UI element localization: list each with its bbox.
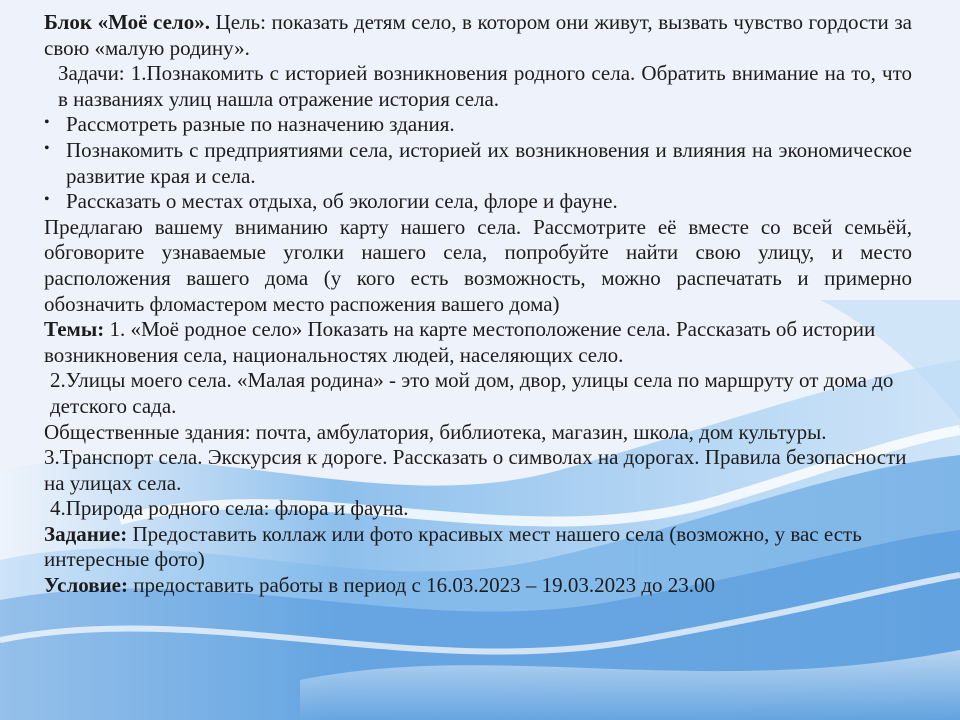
block-paragraph [44,10,912,61]
condition-text: предоставить работы в период с 16.03.2023 – 19.03.2023 до 23.00 [127,573,716,598]
theme-item-2: 2.Улицы моего села. «Малая родина» - это мой дом, двор, улицы села по маршруту от дома до детского сада. [50,368,894,418]
bullet-icon: • [44,191,50,209]
theme-item-3: 3.Транспорт села. Экскурсия к дороге. Рассказать о символах на дорогах. Правила безопасности на улицах села. [44,445,907,495]
condition-label: Условие: [44,573,128,598]
tasks-bullet-list [44,112,912,214]
list-item: • Рассмотреть разные по назначению здания. [44,112,455,137]
bullet-icon: • [44,139,50,157]
list-item: • Познакомить с предприятиями села, историей их возникновения и влияния на экономическое развитие края и села. [44,137,912,188]
theme-item-4: 4.Природа родного села: флора и фауна. [50,496,409,521]
themes-label: Темы: [44,317,105,342]
condition-paragraph [44,573,912,599]
assignment-paragraph [44,522,912,573]
bullet-icon: • [44,114,50,132]
list-item: • Рассказать о местах отдыха, об экологии села, флоре и фауне. [44,189,618,214]
theme-item-1: 1. «Моё родное село» Показать на карте местоположение села. Рассказать об истории возникновения села, национальностях людей, населяющих село. [44,317,876,367]
themes-paragraph [44,317,912,368]
block-title: Блок «Моё село». [44,10,210,34]
slide-text [44,10,912,599]
public-buildings: Общественные здания: почта, амбулатория, библиотека, магазин, школа, дом культуры. [44,419,827,444]
assignment-text: Предоставить коллаж или фото красивых мест нашего села (возможно, у вас есть интересные фото) [44,521,862,572]
tasks-intro: Задачи: 1.Познакомить с историей возникновения родного села. Обратить внимание на то, что в названиях улиц нашла отражение история села. [58,61,912,111]
block-goal: Цель: показать детям село, в котором они живут, вызвать чувство гордости за свою «малую родину». [44,10,912,60]
assignment-label: Задание: [44,521,128,546]
map-offer-paragraph: Предлагаю вашему вниманию карту нашего села. Рассмотрите её вместе со всей семьёй, обговорите узнаваемые уголки нашего села, попробуйте найти свою улицу, и место расположения вашего дома (у кого есть возможность, можно распечатать и примерно обозначить фломастером место распожения вашего дома) [44,214,912,316]
